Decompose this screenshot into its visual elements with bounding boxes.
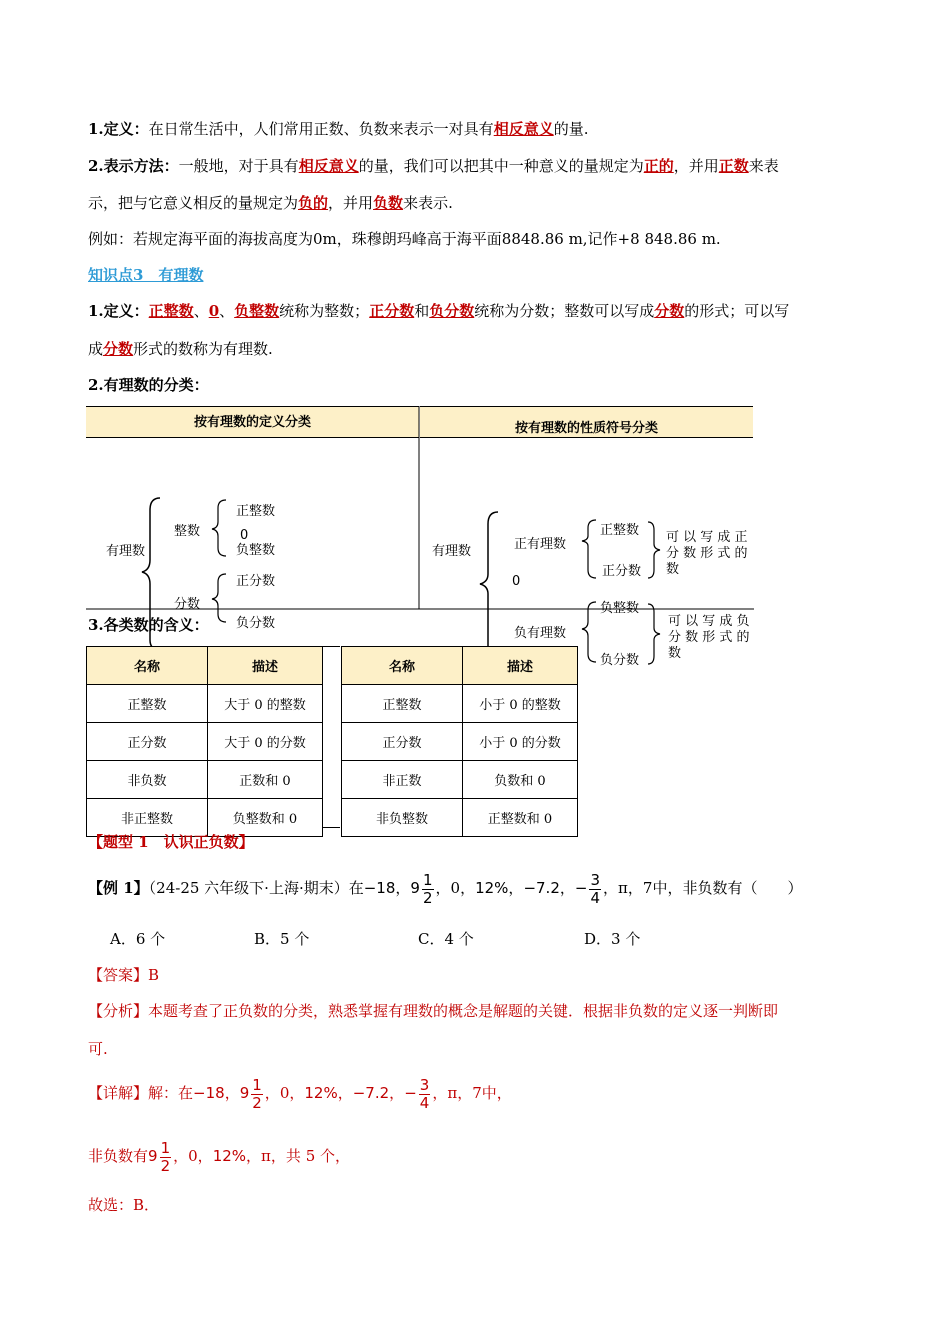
- table-cell: 正分数: [342, 723, 463, 761]
- left-pos-int-label: 正整数: [236, 504, 276, 519]
- meaning-table-left: [86, 646, 323, 837]
- definition-paragraph: 1.定义：在日常生活中，人们常用正数、负数来表示一对具有相反意义的量.: [88, 120, 589, 138]
- fraction: $\frac{3}{4}$: [590, 870, 601, 907]
- analysis-line1: 【分析】本题考查了正负数的分类，熟悉掌握有理数的概念是解题的关键．根据非负数的定义逐一判断即: [88, 1002, 779, 1020]
- table-cell: 非负数: [87, 761, 208, 799]
- example-paragraph: 例如：若规定海平面的海拔高度为0m，珠穆朗玛峰高于海平面8848.86 m,记作+8 848.86 m.: [88, 230, 721, 248]
- table-cell: 负整数和 0: [208, 799, 323, 837]
- final-choice: 故选：B．: [88, 1196, 160, 1214]
- right-neg-int-label: 负整数: [600, 601, 640, 616]
- table-cell: 大于 0 的分数: [208, 723, 323, 761]
- option-a: A．6 个: [110, 930, 166, 948]
- right-pos-frac-label: 正分数: [602, 564, 642, 579]
- table-row: [342, 685, 578, 723]
- table-cell: 小于 0 的分数: [463, 723, 578, 761]
- answer: 【答案】B: [88, 966, 160, 984]
- table-row: [342, 761, 578, 799]
- table-cell: 负数和 0: [463, 761, 578, 799]
- table-header-cell: 描述: [463, 647, 578, 685]
- right-neg-rational-label: 负有理数: [514, 626, 567, 641]
- classification-left-header: 按有理数的定义分类: [86, 406, 419, 438]
- meaning-heading: 3.各类数的含义：: [88, 616, 209, 634]
- representation-paragraph-line2: 示，把与它意义相反的量规定为负的，并用负数来表示.: [88, 194, 453, 212]
- left-pos-frac-label: 正分数: [236, 574, 276, 589]
- classification-heading: 2.有理数的分类：: [88, 376, 209, 394]
- section-heading: 知识点3 有理数: [88, 266, 204, 284]
- right-note-negative: 可 以 写 成 负 分 数 形 式 的 数: [668, 614, 750, 661]
- table-header-cell: 描述: [208, 647, 323, 685]
- rational-definition-line2: 成分数形式的数称为有理数.: [88, 340, 273, 358]
- left-integer-label: 整数: [174, 524, 201, 539]
- table-cell: 非正整数: [87, 799, 208, 837]
- table-cell: 正数和 0: [208, 761, 323, 799]
- table-cell: 正整数和 0: [463, 799, 578, 837]
- representation-paragraph: 2.表示方法：一般地，对于具有相反意义的量，我们可以把其中一种意义的量规定为正的，并用正数来表: [88, 157, 779, 175]
- right-neg-frac-label: 负分数: [600, 653, 640, 668]
- option-b: B．5 个: [254, 930, 310, 948]
- right-pos-rational-label: 正有理数: [514, 537, 567, 552]
- fraction: $\frac{1}{2}$: [160, 1138, 171, 1175]
- option-c: C．4 个: [418, 930, 474, 948]
- left-zero-label: 0: [240, 528, 249, 543]
- analysis-line2: 可.: [88, 1040, 108, 1058]
- table-row: [87, 761, 323, 799]
- fraction: $\frac{3}{4}$: [419, 1075, 430, 1112]
- table-cell: 大于 0 的整数: [208, 685, 323, 723]
- table-cell: 小于 0 的整数: [463, 685, 578, 723]
- right-root-label: 有理数: [432, 544, 472, 559]
- right-note-positive: 可 以 写 成 正 分 数 形 式 的 数: [666, 530, 748, 577]
- left-fraction-label: 分数: [174, 597, 201, 612]
- detail-line: 【详解】解：在−18，9 $\frac{1}{2}$ ，0，12%，−7.2，− $\frac{3}{4}$ ，π，7中，: [88, 1075, 512, 1112]
- table-cell: 正整数: [342, 685, 463, 723]
- meaning-table-right: [341, 646, 578, 837]
- table-row: [342, 799, 578, 837]
- table-row: [87, 723, 323, 761]
- right-pos-int-label: 正整数: [600, 523, 640, 538]
- table-cell: 正分数: [87, 723, 208, 761]
- fraction: $\frac{1}{2}$: [422, 870, 433, 907]
- table-cell: 正整数: [87, 685, 208, 723]
- left-root-label: 有理数: [106, 544, 146, 559]
- table-header-row: [87, 647, 323, 685]
- table-gap: [323, 646, 340, 828]
- nonnegative-line: 非负数有9 $\frac{1}{2}$ ，0，12%，π，共 5 个，: [88, 1138, 351, 1175]
- example-question: 【例 1】（24-25 六年级下·上海·期末）在−18，9 $\frac{1}{2}$ ，0，12%，−7.2，− $\frac{3}{4}$ ，π，7中，非负数有（ ）: [88, 870, 803, 907]
- topic-heading: 【题型 1 认识正负数】: [88, 833, 254, 851]
- table-header-row: [342, 647, 578, 685]
- left-neg-int-label: 负整数: [236, 543, 276, 558]
- rational-definition: 1.定义：正整数、0、负整数统称为整数；正分数和负分数统称为分数；整数可以写成分数的形式；可以写: [88, 302, 790, 320]
- table-row: [342, 723, 578, 761]
- fraction: $\frac{1}{2}$: [252, 1075, 262, 1112]
- left-neg-frac-label: 负分数: [236, 616, 276, 631]
- table-row: [87, 685, 323, 723]
- table-cell: 非负整数: [342, 799, 463, 837]
- table-header-cell: 名称: [342, 647, 463, 685]
- table-cell: 非正数: [342, 761, 463, 799]
- classification-right-header: 按有理数的性质符号分类: [420, 406, 753, 438]
- right-zero-label: 0: [512, 574, 521, 589]
- table-header-cell: 名称: [87, 647, 208, 685]
- option-d: D．3 个: [584, 930, 641, 948]
